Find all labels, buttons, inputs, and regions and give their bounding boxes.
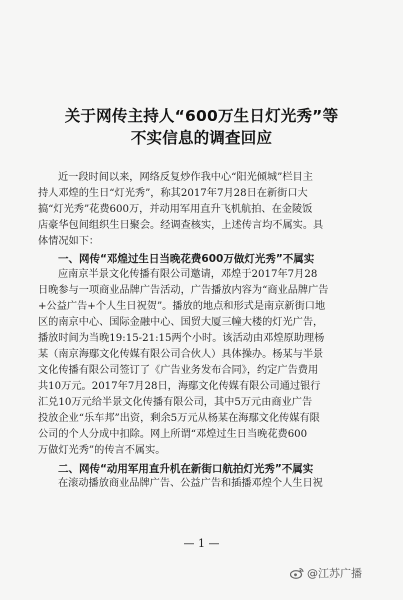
paragraph-1-line: 体情况如下： <box>38 236 100 247</box>
paragraph-2-line: 文化传播有限公司签订了《广告业务发布合同》，约定广告费用 <box>38 365 319 376</box>
paragraph-2-line: 万做灯光秀”的传言不属实。 <box>38 445 166 456</box>
weibo-icon <box>290 567 304 579</box>
page-number: — 1 — <box>183 537 220 550</box>
paragraph-1-line: 持人邓煌的生日“灯光秀”，称其2017年7月28日在新街口大 <box>38 188 308 199</box>
paragraph-1-line: 店豪华包间组织生日聚会。经调查核实，上述传言均不属实。具 <box>38 220 324 231</box>
paragraph-2-line: 区的南京中心、国际金融中心、国贸大厦三幢大楼的灯光广告， <box>38 317 324 328</box>
paragraph-2-line: 共10万元。2017年7月28日，海鄢文化传媒有限公司通过银行 <box>38 381 321 392</box>
document-title-line-1: 关于网传主持人“600万生日灯光秀”等 <box>64 107 339 125</box>
paragraph-1-line: 搞“灯光秀”花费600万，并动用军用直升飞机航拍、在金陵饭 <box>38 204 313 215</box>
section-heading-1: 一、网传“邓煌过生日当晚花费600万做灯光秀”不属实 <box>58 253 315 265</box>
watermark <box>290 565 362 581</box>
paragraph-2-line: 公司的个人分成中扣除。网上所谓“邓煌过生日当晚花费600 <box>38 429 308 440</box>
paragraph-2-line: 某（南京海鄢文化传媒有限公司合伙人）具体操办。杨某与半景 <box>38 349 324 360</box>
document-title-line-2: 不实信息的调查回应 <box>130 129 273 147</box>
section-heading-2: 二、网传“动用军用直升机在新街口航拍灯光秀”不属实 <box>58 463 314 475</box>
paragraph-2-line: 投放企业“乐车邦”出资，剩余5万元从杨某在海鄢文化传媒有限 <box>38 413 320 424</box>
paragraph-3-line: 在滚动播放商业品牌广告、公益广告和插播邓煌个人生日祝 <box>58 478 323 489</box>
paragraph-2-line: +公益广告+个人生日祝贺”。播放的地点和形式是南京新街口地 <box>38 301 326 312</box>
paragraph-2-line: 播放时间为当晚19:15-21:15两个小时。该活动由邓煌原助理杨 <box>38 333 325 344</box>
paragraph-2-line: 汇兑10万元给半景文化传播有限公司，其中5万元由商业广告 <box>38 397 313 408</box>
paragraph-1-line: 近一段时间以来，网络反复炒作我中心“阳光倾城”栏目主 <box>58 172 313 183</box>
watermark-text: @江苏广播 <box>307 567 362 580</box>
paragraph-2-line: 应南京半景文化传播有限公司邀请，邓煌于2017年7月28 <box>58 269 318 280</box>
paragraph-2-line: 日晚参与一项商业品牌广告活动，广告播放内容为“商业品牌广告 <box>38 285 329 296</box>
